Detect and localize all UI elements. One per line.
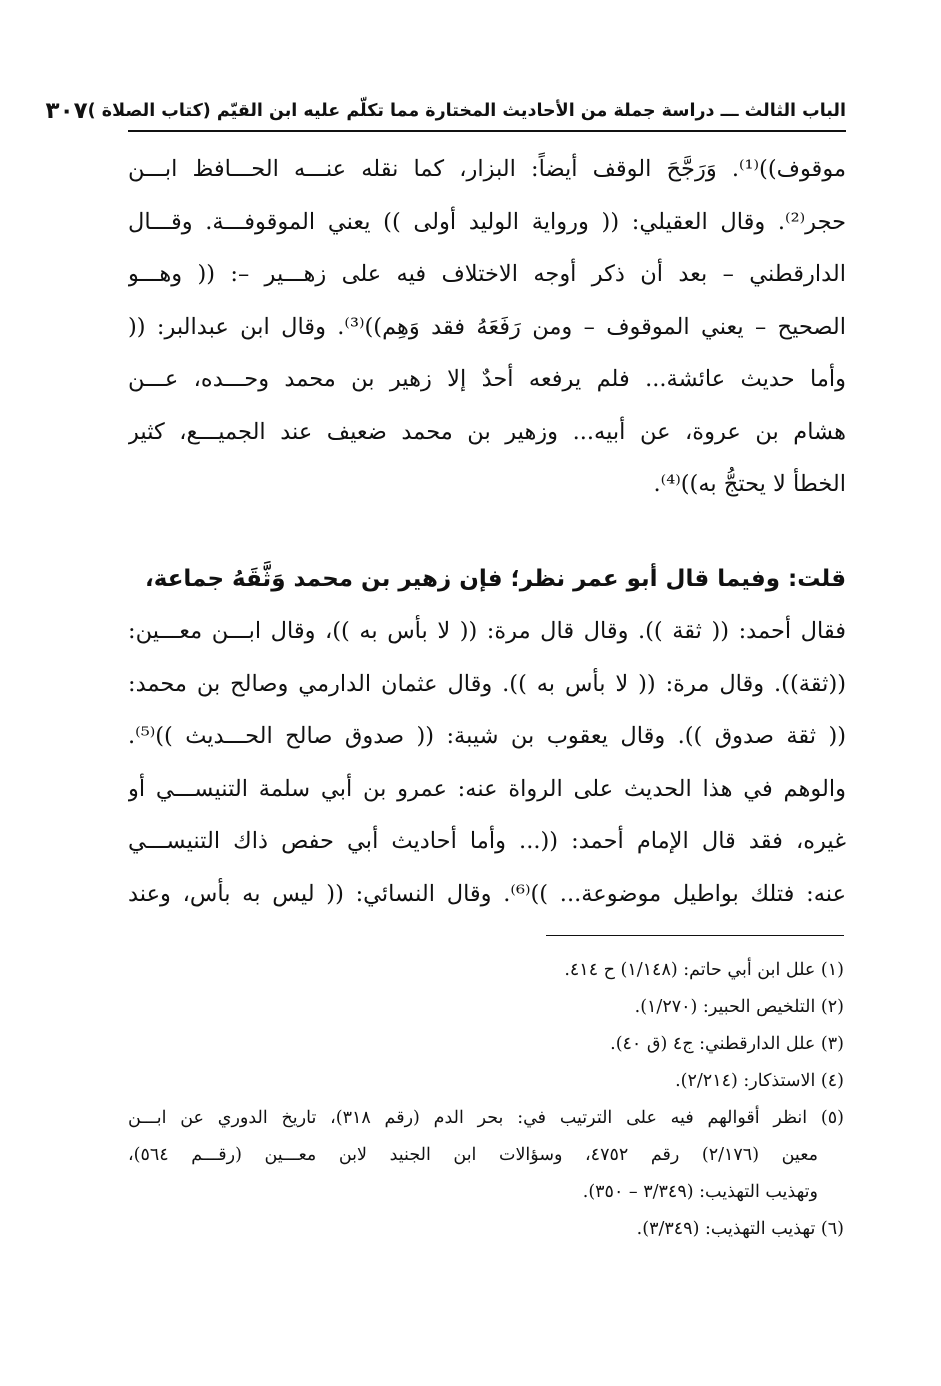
- main-text: [128, 143, 846, 920]
- footnote-continuation: وتهذيب التهذيب: (٣/٣٤٩ – ٣٥٠).: [582, 1182, 818, 1202]
- section-heading: قلت: وفيما قال أبو عمر نظر؛ فإن زهير بن محمد وَثَّقَهُ جماعة،: [145, 565, 846, 592]
- footnote: (٥) انظر أقوالهم فيه على الترتيب في: بحر الدم (رقم ٣١٨)، تاريخ الدوري عن ابـــن: [128, 1108, 844, 1128]
- footnote: (٣) علل الدارقطني: ج٤ (ق ٤٠).: [610, 1034, 844, 1054]
- footnote-separator: [546, 935, 844, 936]
- text-line: عنه: فتلك بواطيل موضوعة... ))⁽⁶⁾. وقال النسائي: (( ليس به بأس، وعند: [128, 880, 846, 907]
- text-line: الدارقطني – بعد أن ذكر أوجه الاختلاف فيه على زهـــير –: (( وهـــو: [128, 261, 846, 287]
- footnote: (٦) تهذيب التهذيب: (٣/٣٤٩).: [636, 1219, 844, 1239]
- footnote: (١) علل ابن أبي حاتم: (١/١٤٨) ح ٤١٤.: [564, 960, 844, 980]
- text-line: الصحيح – يعني الموقوف – ومن رَفَعَهُ فقد وَهِم))⁽³⁾. وقال ابن عبدالبر: ((: [128, 313, 846, 340]
- text-line: وأما حديث عائشة... فلم يرفعه أحدٌ إلا زهير بن محمد وحـــده، عـــن: [128, 366, 846, 392]
- page-number: ٣٠٧: [45, 98, 88, 124]
- text-line: موقوف))⁽¹⁾. وَرَجَّحَ الوقف أيضاً: البزار، كما نقله عنـــه الحـــافظ ابـــن: [128, 156, 846, 182]
- footnotes: [128, 952, 844, 1248]
- header-title: الباب الثالث ـــ دراسة جملة من الأحاديث المختارة مما تكلّم عليه ابن القيّم (كتاب الصلاة ): [87, 101, 846, 121]
- text-line: فقال أحمد: (( ثقة )). وقال قال مرة: (( لا بأس به ))، وقال ابـــن معـــين:: [128, 618, 846, 644]
- text-line: غيره، فقد قال الإمام أحمد: ((... وأما أحاديث أبي حفص ذاك التنيســـي: [128, 828, 846, 854]
- footnote: (٢) التلخيص الحبير: (١/٢٧٠).: [634, 997, 844, 1017]
- running-header: [45, 96, 846, 132]
- footnote: (٤) الاستذكار: (٢/٢١٤).: [675, 1071, 844, 1091]
- text-line: (( ثقة صدوق )). وقال يعقوب بن شيبة: (( صدوق صالح الحـــديث ))⁽⁵⁾.: [128, 723, 846, 749]
- text-line: هشام بن عروة، عن أبيه... وزهير بن محمد ضعيف عند الجميـــع، كثير: [128, 418, 846, 445]
- text-line: الخطأ لا يحتجُّ به))⁽⁴⁾.: [653, 471, 846, 497]
- text-line: والوهم في هذا الحديث على الرواة عنه: عمرو بن أبي سلمة التنيســـي أو: [128, 775, 846, 802]
- footnote-continuation: معين (٢/١٧٦) رقم ٤٧٥٢، وسؤالات ابن الجنيد لابن معـــين (رقـــم ٥٦٤)،: [128, 1145, 819, 1165]
- text-line: ((ثقة)). وقال مرة: (( لا بأس به )). وقال عثمان الدارمي وصالح بن محمد:: [128, 670, 846, 697]
- text-line: حجر⁽²⁾. وقال العقيلي: (( ورواية الوليد أولى )) يعني الموقوفـــة. وقـــال: [128, 208, 846, 235]
